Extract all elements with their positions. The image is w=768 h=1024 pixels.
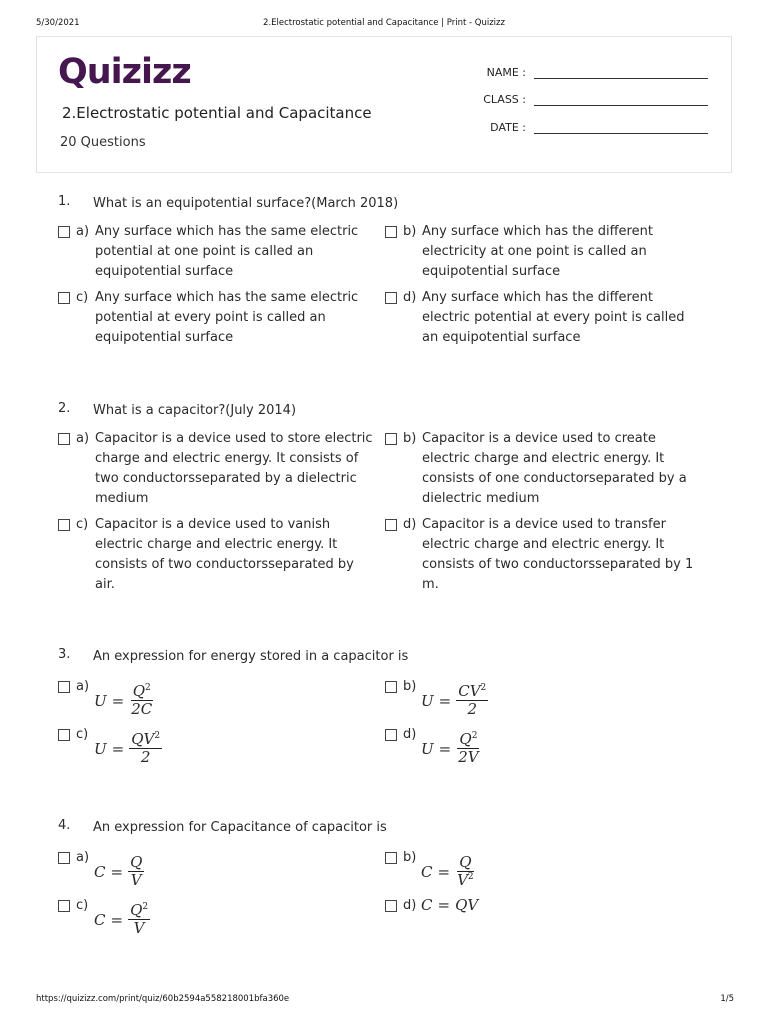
- fraction: [129, 683, 154, 718]
- equals-sign: =: [438, 739, 452, 758]
- checkbox[interactable]: [58, 226, 70, 238]
- option-a[interactable]: [58, 677, 154, 718]
- option-a[interactable]: [58, 222, 377, 282]
- option-letter: a): [76, 224, 90, 239]
- date-field: [454, 121, 708, 134]
- equals-sign: =: [110, 862, 124, 881]
- option-letter: c): [76, 898, 89, 913]
- option-d[interactable]: [385, 288, 704, 348]
- option-letter: b): [403, 850, 417, 865]
- fraction: [455, 854, 476, 889]
- option-letter: b): [403, 224, 417, 239]
- formula-lhs: U: [94, 739, 107, 758]
- question-header: [58, 401, 738, 423]
- formula: [94, 902, 150, 937]
- numerator: Q: [130, 853, 143, 871]
- fraction: [456, 683, 488, 718]
- checkbox[interactable]: [58, 433, 70, 445]
- name-blank-line[interactable]: [534, 66, 708, 79]
- question-header: [58, 194, 738, 216]
- date-label: DATE :: [490, 121, 526, 134]
- question-text: What is an equipotential surface?(March 2018): [93, 196, 399, 211]
- option-text: Any surface which has the different electricity at one point is called an equipotential surface: [422, 224, 653, 279]
- option-a[interactable]: [58, 429, 377, 509]
- name-field: [454, 66, 708, 79]
- option-c[interactable]: [58, 896, 150, 937]
- formula-lhs: U: [94, 691, 107, 710]
- equals-sign: =: [438, 691, 452, 710]
- checkbox[interactable]: [58, 681, 70, 693]
- formula-lhs: U: [421, 691, 434, 710]
- formula: [94, 854, 144, 889]
- question-header: [58, 647, 738, 669]
- question-3: [58, 647, 738, 766]
- option-text: Any surface which has the different electric potential at every point is called an equipotential surface: [422, 290, 685, 345]
- checkbox[interactable]: [385, 433, 397, 445]
- quizizz-logo: Quizizz: [58, 52, 191, 92]
- option-letter: a): [76, 679, 90, 694]
- option-text: Any surface which has the same electric potential at every point is called an equipotential surface: [95, 290, 359, 345]
- equals-sign: =: [437, 896, 451, 914]
- checkbox[interactable]: [385, 852, 397, 864]
- fraction: [128, 902, 150, 937]
- denominator: V: [133, 919, 145, 937]
- fraction: [456, 731, 480, 766]
- option-c[interactable]: [58, 288, 377, 348]
- option-letter: d): [403, 517, 417, 532]
- question-number: 1.: [58, 194, 71, 209]
- class-label: CLASS :: [483, 93, 526, 106]
- fraction: [128, 854, 144, 889]
- formula-lhs: C: [94, 910, 106, 929]
- option-text: Any surface which has the same electric potential at one point is called an equipotential surface: [95, 224, 359, 279]
- formula: [421, 731, 481, 766]
- formula: [421, 683, 488, 718]
- checkbox[interactable]: [58, 519, 70, 531]
- option-d[interactable]: [385, 725, 481, 766]
- print-date: 5/30/2021: [36, 18, 80, 28]
- option-letter: a): [76, 431, 90, 446]
- question-1: [58, 194, 738, 345]
- option-letter: a): [76, 850, 90, 865]
- formula: [94, 683, 154, 718]
- checkbox[interactable]: [58, 292, 70, 304]
- checkbox[interactable]: [385, 292, 397, 304]
- quiz-title: 2.Electrostatic potential and Capacitance: [62, 104, 372, 122]
- option-text: Capacitor is a device used to vanish electric charge and electric energy. It consists of two conductorsseparated by air.: [95, 517, 354, 592]
- question-count: 20 Questions: [60, 135, 146, 150]
- checkbox[interactable]: [385, 226, 397, 238]
- date-blank-line[interactable]: [534, 121, 708, 134]
- option-b[interactable]: [385, 222, 704, 282]
- option-b[interactable]: [385, 429, 704, 509]
- checkbox[interactable]: [385, 729, 397, 741]
- formula-lhs: U: [421, 739, 434, 758]
- numerator: Q: [459, 853, 472, 871]
- option-letter: c): [76, 290, 89, 305]
- question-number: 2.: [58, 401, 71, 416]
- checkbox[interactable]: [385, 519, 397, 531]
- option-text: Capacitor is a device used to store electric charge and electric energy. It consists of two conductorsseparated by a dielectric medium: [95, 431, 373, 506]
- option-b[interactable]: [385, 677, 488, 718]
- print-url[interactable]: https://quizizz.com/print/quiz/60b2594a558218001bfa360e: [36, 994, 290, 1004]
- option-text: Capacitor is a device used to transfer electric charge and electric energy. It consists of two conductorsseparated by 1 m.: [422, 517, 694, 592]
- option-letter: c): [76, 517, 89, 532]
- numerator: $Q^2$: [130, 901, 149, 919]
- option-letter: d): [403, 727, 417, 742]
- equals-sign: =: [111, 691, 125, 710]
- equals-sign: =: [111, 739, 125, 758]
- option-letter: c): [76, 727, 89, 742]
- question-4: [58, 818, 738, 937]
- formula: [421, 854, 476, 889]
- print-page-title: 2.Electrostatic potential and Capacitance | Print - Quizizz: [263, 18, 505, 28]
- option-c[interactable]: [58, 515, 377, 595]
- option-letter: d): [403, 290, 417, 305]
- option-d[interactable]: [385, 896, 478, 916]
- option-letter: b): [403, 679, 417, 694]
- question-number: 4.: [58, 818, 71, 833]
- denominator: 2: [467, 700, 478, 718]
- formula-lhs: C: [421, 862, 433, 881]
- option-c[interactable]: [58, 725, 162, 766]
- checkbox[interactable]: [58, 900, 70, 912]
- numerator: $QV^2$: [131, 730, 161, 748]
- equals-sign: =: [437, 862, 451, 881]
- checkbox[interactable]: [385, 900, 397, 912]
- equals-sign: =: [110, 910, 124, 929]
- denominator: 2: [140, 748, 151, 766]
- option-a[interactable]: [58, 848, 144, 889]
- question-text: What is a capacitor?(July 2014): [93, 403, 297, 418]
- option-d[interactable]: [385, 515, 704, 595]
- fraction: [129, 731, 162, 766]
- checkbox[interactable]: [58, 729, 70, 741]
- question-2: [58, 401, 738, 592]
- denominator: $V^2$: [457, 871, 474, 889]
- formula: [94, 731, 162, 766]
- option-b[interactable]: [385, 848, 476, 889]
- question-text: An expression for Capacitance of capacitor is: [93, 820, 387, 835]
- question-number: 3.: [58, 647, 71, 662]
- numerator: $CV^2$: [458, 682, 487, 700]
- option-letter: d): [403, 898, 417, 913]
- denominator: 2V: [458, 748, 479, 766]
- option-letter: b): [403, 431, 417, 446]
- numerator: $Q^2$: [459, 730, 478, 748]
- denominator: V: [130, 871, 142, 889]
- checkbox[interactable]: [385, 681, 397, 693]
- option-text: Capacitor is a device used to create electric charge and electric energy. It consists of one conductorseparated by a dielectric medium: [422, 431, 687, 506]
- checkbox[interactable]: [58, 852, 70, 864]
- name-label: NAME :: [486, 66, 526, 79]
- numerator: $Q^2$: [132, 682, 151, 700]
- question-header: [58, 818, 738, 840]
- class-field: [454, 93, 708, 106]
- formula-rhs: QV: [455, 896, 479, 914]
- print-page-number: 1/5: [720, 994, 734, 1004]
- question-text: An expression for energy stored in a capacitor is: [93, 649, 409, 664]
- formula-lhs: C: [94, 862, 106, 881]
- denominator: 2C: [131, 700, 153, 718]
- class-blank-line[interactable]: [534, 93, 708, 106]
- formula-lhs: C: [421, 896, 433, 914]
- formula: [421, 894, 478, 916]
